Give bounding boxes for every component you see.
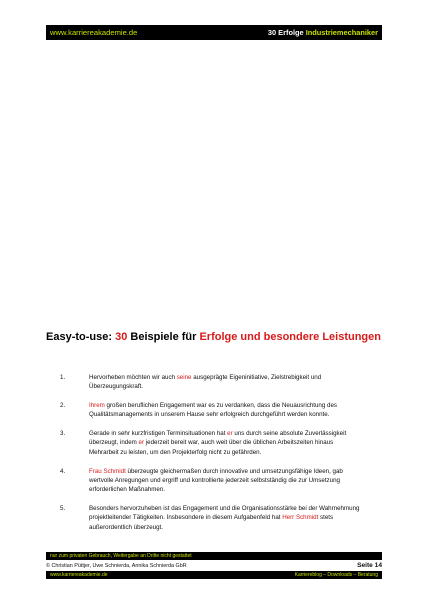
list-item-number: 1. xyxy=(60,374,66,381)
section-heading xyxy=(46,331,381,343)
header-site-link[interactable]: www.karriereakademie.de xyxy=(50,28,138,37)
footer-bar xyxy=(46,571,382,579)
header-title xyxy=(268,28,378,37)
footer-copyright: © Christian Püttjer, Uwe Schnierda, Annika Schnierda GbR xyxy=(46,562,187,569)
list-item-text xyxy=(89,429,360,457)
highlighted-text: Herr Schmidt xyxy=(282,514,319,522)
footer-info xyxy=(46,561,382,570)
list-item xyxy=(60,467,360,495)
text-segment: Besonders hervorzuheben ist das Engagement und die Organisationsstärke bei der Wahrnehmung projektleitender Tätigkeiten. Insbesondere in diesem Aufgabenfeld hat xyxy=(89,504,360,522)
list-item-text xyxy=(89,504,360,532)
heading-part2: Beispiele für xyxy=(127,331,200,343)
heading-part1: Easy-to-use: xyxy=(46,331,116,343)
text-segment: stets außerordentlich überzeugt. xyxy=(89,514,334,531)
heading-part3: Erfolge und besondere Leistungen xyxy=(199,331,381,343)
list-item-text xyxy=(89,373,360,392)
highlighted-text: Ihrem xyxy=(89,402,105,410)
text-segment: ausgeprägte Eigeninitiative, Zielstrebigkeit und Überzeugungskraft. xyxy=(89,374,322,391)
list-item-text xyxy=(89,401,360,420)
header-title-accent: Industriemechaniker xyxy=(305,28,378,37)
list-item-number: 2. xyxy=(60,402,66,410)
header-bar xyxy=(46,25,382,40)
highlighted-text: Frau Schmidt xyxy=(89,467,126,475)
examples-list xyxy=(60,373,360,541)
text-segment: großen beruflichen Engagement war es zu verdanken, dass die Neuausrichtung des Qualitätsmanagements in unserem Hause sehr erfolgreich durchgeführt werden konnte. xyxy=(89,402,337,419)
highlighted-text: er xyxy=(227,430,233,438)
text-segment: Gerade in sehr kurzfristigen Terminsituationen hat xyxy=(89,430,228,438)
highlighted-text: er xyxy=(138,439,145,447)
text-segment: überzeugte gleichermaßen durch innovative und umsetzungsfähige Ideen, gab wertvolle Anregungen und ergriff und kontrollierte jederzeit selbstständig die zur Umsetzung erforderlichen Maßnahmen. xyxy=(89,467,343,494)
list-item xyxy=(60,401,360,420)
list-item xyxy=(60,504,360,532)
heading-number: 30 xyxy=(115,331,128,343)
list-item-text xyxy=(89,467,360,495)
list-item-number: 4. xyxy=(60,467,66,475)
highlighted-text: seine xyxy=(176,374,192,381)
list-item-number: 5. xyxy=(60,504,66,512)
text-segment: Hervorheben möchten wir auch xyxy=(89,374,177,381)
list-item xyxy=(60,373,360,392)
footer-notice: nur zum privaten Gebrauch, Weitergabe an Dritte nicht gestattet xyxy=(46,552,382,560)
header-title-prefix: 30 Erfolge xyxy=(267,28,306,37)
text-segment: uns durch seine absolute Zuverlässigkeit überzeugt, indem xyxy=(89,430,347,447)
footer-site-link[interactable]: www.karriereakademie.de xyxy=(50,572,108,578)
list-item-number: 3. xyxy=(60,430,66,438)
text-segment: jederzeit bereit war, auch weit über die üblichen Arbeitszeiten hinaus Mehrarbeit zu leisten, um den Projekterfolg nicht zu gefährden. xyxy=(89,439,334,456)
list-item xyxy=(60,429,360,457)
page-number: Seite 14 xyxy=(357,562,382,569)
footer-links[interactable]: Karriereblog – Downloads – Beratung xyxy=(294,572,378,578)
